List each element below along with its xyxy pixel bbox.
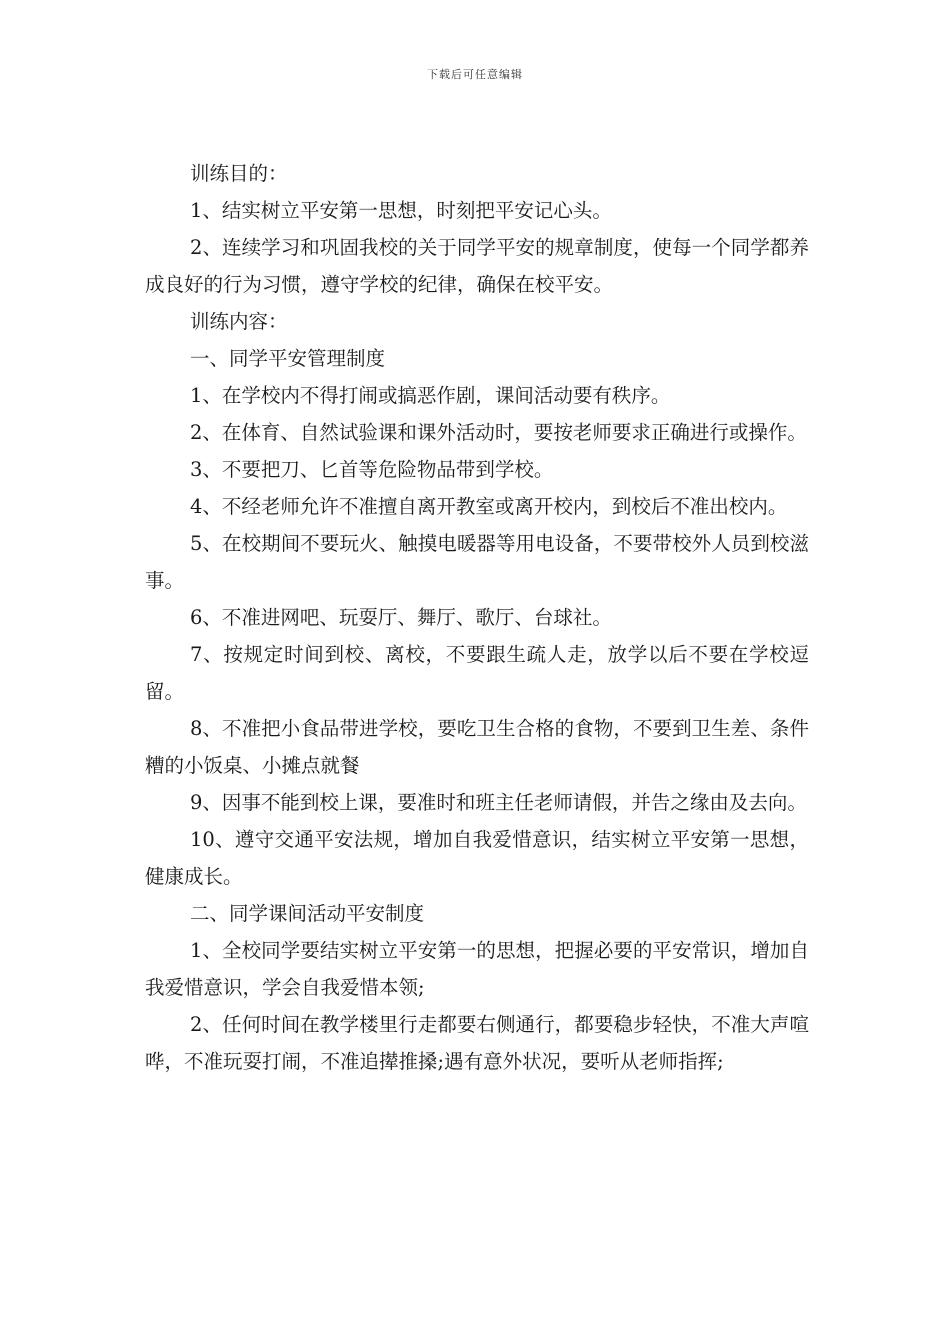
section-heading-break-activity: 二、同学课间活动平安制度 (190, 902, 425, 925)
page-header: 下载后可任意编辑 (427, 68, 523, 81)
rule-item-8: 8、不准把小食品带进学校，要吃卫生合格的食物，不要到卫生差、条件糟的小饭桌、小摊点就餐 (145, 717, 809, 777)
heading-training-purpose: 训练目的： (190, 162, 288, 185)
rule-item-7: 7、按规定时间到校、离校，不要跟生疏人走，放学以后不要在学校逗留。 (145, 643, 809, 703)
rule-item-9: 9、因事不能到校上课，要准时和班主任老师请假，并告之缘由及去向。 (190, 791, 807, 814)
rule-item-5: 5、在校期间不要玩火、触摸电暖器等用电设备，不要带校外人员到校滋事。 (145, 532, 809, 592)
section-heading-safety-management: 一、同学平安管理制度 (190, 347, 386, 370)
activity-item-1: 1、全校同学要结实树立平安第一的思想，把握必要的平安常识，增加自我爱惜意识，学会自我爱惜本领; (145, 939, 809, 999)
rule-item-6: 6、不准进网吧、玩耍厅、舞厅、歌厅、台球社。 (190, 606, 612, 629)
document-body (145, 155, 809, 1080)
rule-item-1: 1、在学校内不得打闹或搞恶作剧，课间活动要有秩序。 (190, 384, 671, 407)
heading-training-content: 训练内容： (190, 310, 288, 333)
purpose-item-2: 2、连续学习和巩固我校的关于同学平安的规章制度，使每一个同学都养成良好的行为习惯，遵守学校的纪律，确保在校平安。 (145, 236, 809, 296)
rule-item-3: 3、不要把刀、匕首等危险物品带到学校。 (190, 458, 554, 481)
rule-item-10: 10、遵守交通平安法规，增加自我爱惜意识，结实树立平安第一思想，健康成长。 (145, 828, 809, 888)
rule-item-2: 2、在体育、自然试验课和课外活动时，要按老师要求正确进行或操作。 (190, 421, 807, 444)
activity-item-2: 2、任何时间在教学楼里行走都要右侧通行，都要稳步轻快，不准大声喧哗，不准玩耍打闹，不准追撵推搡;遇有意外状况，要听从老师指挥; (145, 1013, 809, 1073)
rule-item-4: 4、不经老师允许不准擅自离开教室或离开校内，到校后不准出校内。 (190, 495, 788, 518)
purpose-item-1: 1、结实树立平安第一思想，时刻把平安记心头。 (190, 199, 612, 222)
